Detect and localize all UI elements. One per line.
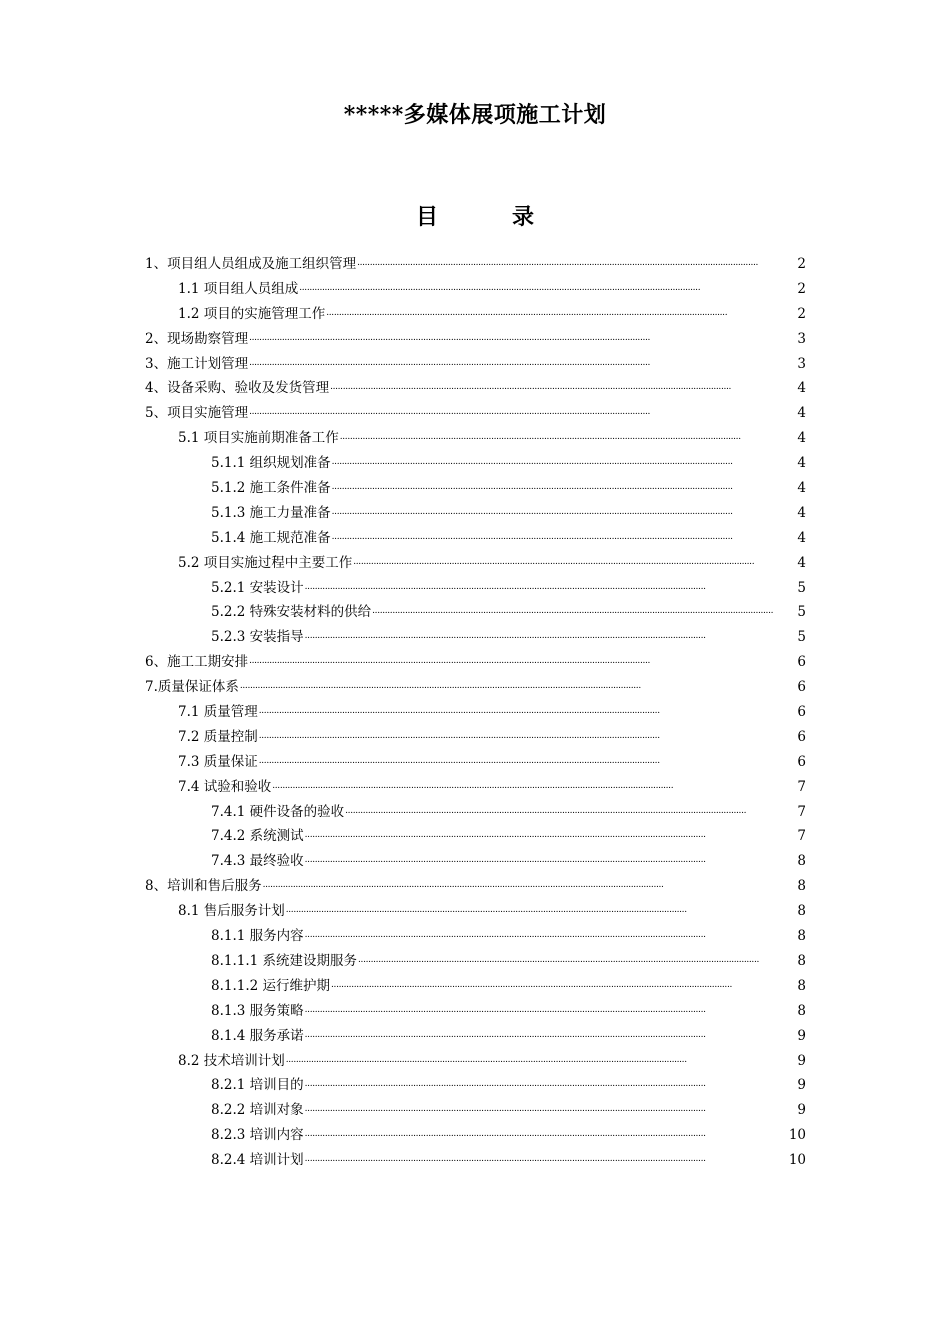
toc-entry-label: 7.1 质量管理 bbox=[178, 704, 258, 721]
toc-dot-leader bbox=[332, 503, 797, 517]
toc-entry-label: 8.2 技术培训计划 bbox=[178, 1052, 285, 1069]
toc-entry-page-number: 6 bbox=[797, 654, 806, 671]
toc-entry[interactable] bbox=[145, 1098, 806, 1123]
toc-entry-page-number: 4 bbox=[797, 529, 806, 546]
toc-entry[interactable] bbox=[145, 650, 806, 675]
toc-entry-page-number: 10 bbox=[788, 1127, 806, 1144]
toc-entry-label: 8.2.2 培训对象 bbox=[211, 1102, 304, 1119]
toc-entry-page-number: 4 bbox=[797, 480, 806, 497]
toc-dot-leader bbox=[286, 902, 797, 916]
toc-entry-page-number: 10 bbox=[788, 1152, 806, 1169]
toc-entry-page-number: 4 bbox=[797, 430, 806, 447]
toc-entry-page-number: 8 bbox=[797, 853, 806, 870]
toc-entry-page-number: 9 bbox=[797, 1077, 806, 1094]
toc-entry[interactable] bbox=[145, 1148, 806, 1173]
toc-entry[interactable] bbox=[145, 1049, 806, 1074]
toc-entry-label: 5.2.2 特殊安装材料的供给 bbox=[211, 604, 372, 621]
toc-entry-label: 7.4.2 系统测试 bbox=[211, 828, 304, 845]
toc-entry-page-number: 6 bbox=[797, 679, 806, 696]
toc-entry-label: 5.1.2 施工条件准备 bbox=[211, 480, 331, 497]
toc-entry[interactable] bbox=[145, 526, 806, 551]
toc-entry[interactable] bbox=[145, 451, 806, 476]
toc-entry[interactable] bbox=[145, 675, 806, 700]
toc-dot-leader bbox=[263, 877, 797, 891]
toc-dot-leader bbox=[305, 1076, 797, 1090]
toc-dot-leader bbox=[305, 1126, 788, 1140]
toc-entry-label: 1、项目组人员组成及施工组织管理 bbox=[145, 256, 357, 272]
toc-entry-page-number: 4 bbox=[797, 405, 806, 422]
toc-entry-label: 8.1.3 服务策略 bbox=[211, 1002, 304, 1019]
toc-entry-label: 8、培训和售后服务 bbox=[145, 878, 262, 895]
toc-entry-label: 7.4.1 硬件设备的验收 bbox=[211, 803, 345, 820]
toc-entry-page-number: 8 bbox=[797, 977, 806, 994]
toc-entry-page-number: 7 bbox=[797, 803, 806, 820]
toc-dot-leader bbox=[249, 329, 796, 343]
toc-entry-page-number: 4 bbox=[797, 554, 806, 571]
toc-entry-label: 1.1 项目组人员组成 bbox=[178, 280, 299, 297]
toc-entry-page-number: 3 bbox=[797, 355, 806, 372]
toc-dot-leader bbox=[305, 1001, 797, 1015]
toc-entry-label: 7.4 试验和验收 bbox=[178, 778, 272, 795]
toc-dot-leader bbox=[305, 1101, 797, 1115]
toc-dot-leader bbox=[305, 628, 797, 642]
toc-entry-label: 7.4.3 最终验收 bbox=[211, 853, 304, 870]
toc-dot-leader bbox=[372, 603, 796, 617]
toc-entry-page-number: 8 bbox=[797, 878, 806, 895]
toc-entry[interactable] bbox=[145, 252, 806, 277]
toc-entry-page-number: 2 bbox=[797, 305, 806, 322]
toc-entry-label: 5.1.1 组织规划准备 bbox=[211, 455, 331, 472]
toc-entry-label: 8.1.1 服务内容 bbox=[211, 928, 304, 945]
toc-entry[interactable] bbox=[145, 1073, 806, 1098]
toc-entry-page-number: 6 bbox=[797, 704, 806, 721]
table-of-contents bbox=[145, 252, 806, 1173]
toc-entry-page-number: 9 bbox=[797, 1027, 806, 1044]
toc-entry-page-number: 2 bbox=[797, 280, 806, 297]
toc-dot-leader bbox=[286, 1051, 797, 1065]
toc-dot-leader bbox=[305, 927, 797, 941]
toc-entry[interactable] bbox=[145, 775, 806, 800]
toc-dot-leader bbox=[326, 304, 796, 318]
toc-dot-leader bbox=[305, 1151, 788, 1165]
toc-entry-label: 5.2 项目实施过程中主要工作 bbox=[178, 554, 353, 571]
toc-entry-label: 7.3 质量保证 bbox=[178, 753, 258, 770]
toc-dot-leader bbox=[249, 354, 796, 368]
toc-entry[interactable] bbox=[145, 376, 806, 401]
toc-entry[interactable] bbox=[145, 501, 806, 526]
toc-entry-label: 8.2.4 培训计划 bbox=[211, 1152, 304, 1169]
toc-dot-leader bbox=[332, 528, 797, 542]
toc-dot-leader bbox=[345, 802, 796, 816]
toc-entry-label: 3、施工计划管理 bbox=[145, 355, 249, 372]
toc-entry[interactable] bbox=[145, 949, 806, 974]
toc-entry[interactable] bbox=[145, 999, 806, 1024]
toc-entry-label: 5、项目实施管理 bbox=[145, 405, 249, 422]
toc-entry-label: 5.2.3 安装指导 bbox=[211, 629, 304, 646]
toc-dot-leader bbox=[331, 976, 796, 990]
toc-entry-label: 5.2.1 安装设计 bbox=[211, 579, 304, 596]
toc-entry-page-number: 4 bbox=[797, 455, 806, 472]
toc-entry-page-number: 3 bbox=[797, 330, 806, 347]
toc-entry[interactable] bbox=[145, 401, 806, 426]
toc-entry[interactable] bbox=[145, 576, 806, 601]
toc-entry-page-number: 7 bbox=[797, 828, 806, 845]
toc-dot-leader bbox=[299, 279, 796, 293]
toc-dot-leader bbox=[330, 379, 796, 393]
toc-entry-page-number: 8 bbox=[797, 952, 806, 969]
toc-entry-page-number: 4 bbox=[797, 380, 806, 397]
toc-entry-label: 1.2 项目的实施管理工作 bbox=[178, 305, 326, 322]
toc-entry[interactable] bbox=[145, 476, 806, 501]
toc-entry-label: 5.1 项目实施前期准备工作 bbox=[178, 430, 339, 447]
toc-dot-leader bbox=[305, 1026, 797, 1040]
toc-heading: 目 录 bbox=[415, 204, 560, 230]
toc-entry[interactable] bbox=[145, 849, 806, 874]
toc-dot-leader bbox=[305, 578, 797, 592]
toc-entry[interactable] bbox=[145, 874, 806, 899]
toc-entry-label: 5.1.3 施工力量准备 bbox=[211, 504, 331, 521]
toc-entry[interactable] bbox=[145, 551, 806, 576]
document-title: *****多媒体展项施工计划 bbox=[343, 102, 607, 128]
toc-dot-leader bbox=[259, 703, 797, 717]
toc-entry-label: 4、设备采购、验收及发货管理 bbox=[145, 380, 330, 397]
toc-entry[interactable] bbox=[145, 302, 806, 327]
toc-entry[interactable] bbox=[145, 1024, 806, 1049]
toc-entry[interactable] bbox=[145, 824, 806, 849]
toc-entry-label: 8.1.1.2 运行维护期 bbox=[211, 977, 331, 994]
toc-entry[interactable] bbox=[145, 725, 806, 750]
toc-entry[interactable] bbox=[145, 750, 806, 775]
toc-dot-leader bbox=[332, 479, 797, 493]
toc-entry-page-number: 7 bbox=[797, 778, 806, 795]
toc-entry-page-number: 2 bbox=[797, 256, 806, 272]
toc-dot-leader bbox=[305, 852, 797, 866]
toc-dot-leader bbox=[353, 553, 796, 567]
toc-entry[interactable] bbox=[145, 426, 806, 451]
toc-entry-page-number: 5 bbox=[797, 604, 806, 621]
toc-entry[interactable] bbox=[145, 277, 806, 302]
toc-entry-page-number: 6 bbox=[797, 728, 806, 745]
toc-dot-leader bbox=[249, 404, 796, 418]
toc-entry[interactable] bbox=[145, 1123, 806, 1148]
toc-dot-leader bbox=[305, 827, 797, 841]
toc-dot-leader bbox=[259, 752, 797, 766]
toc-dot-leader bbox=[357, 255, 796, 269]
toc-entry-label: 7.质量保证体系 bbox=[145, 679, 239, 696]
toc-entry-page-number: 8 bbox=[797, 903, 806, 920]
toc-entry-label: 5.1.4 施工规范准备 bbox=[211, 529, 331, 546]
toc-entry-label: 6、施工工期安排 bbox=[145, 654, 249, 671]
toc-entry-label: 2、现场勘察管理 bbox=[145, 330, 249, 347]
toc-entry-label: 7.2 质量控制 bbox=[178, 728, 258, 745]
toc-entry-page-number: 5 bbox=[797, 579, 806, 596]
toc-dot-leader bbox=[358, 951, 796, 965]
toc-dot-leader bbox=[240, 678, 797, 692]
toc-entry[interactable] bbox=[145, 974, 806, 999]
toc-entry[interactable] bbox=[145, 800, 806, 825]
toc-entry[interactable] bbox=[145, 352, 806, 377]
toc-entry[interactable] bbox=[145, 327, 806, 352]
toc-entry[interactable] bbox=[145, 625, 806, 650]
toc-dot-leader bbox=[272, 777, 796, 791]
toc-entry-page-number: 6 bbox=[797, 753, 806, 770]
toc-entry-label: 8.1.4 服务承诺 bbox=[211, 1027, 304, 1044]
toc-entry-label: 8.1 售后服务计划 bbox=[178, 903, 285, 920]
toc-entry[interactable] bbox=[145, 700, 806, 725]
toc-entry-label: 8.2.1 培训目的 bbox=[211, 1077, 304, 1094]
toc-entry-page-number: 5 bbox=[797, 629, 806, 646]
toc-entry-page-number: 4 bbox=[797, 504, 806, 521]
toc-dot-leader bbox=[259, 727, 797, 741]
toc-entry-page-number: 8 bbox=[797, 928, 806, 945]
toc-entry[interactable] bbox=[145, 600, 806, 625]
toc-entry-label: 8.2.3 培训内容 bbox=[211, 1127, 304, 1144]
toc-entry[interactable] bbox=[145, 924, 806, 949]
toc-dot-leader bbox=[340, 429, 797, 443]
toc-dot-leader bbox=[332, 454, 797, 468]
toc-entry-page-number: 8 bbox=[797, 1002, 806, 1019]
toc-entry-page-number: 9 bbox=[797, 1102, 806, 1119]
toc-dot-leader bbox=[249, 653, 796, 667]
toc-entry-label: 8.1.1.1 系统建设期服务 bbox=[211, 952, 358, 969]
toc-entry[interactable] bbox=[145, 899, 806, 924]
toc-entry-page-number: 9 bbox=[797, 1052, 806, 1069]
